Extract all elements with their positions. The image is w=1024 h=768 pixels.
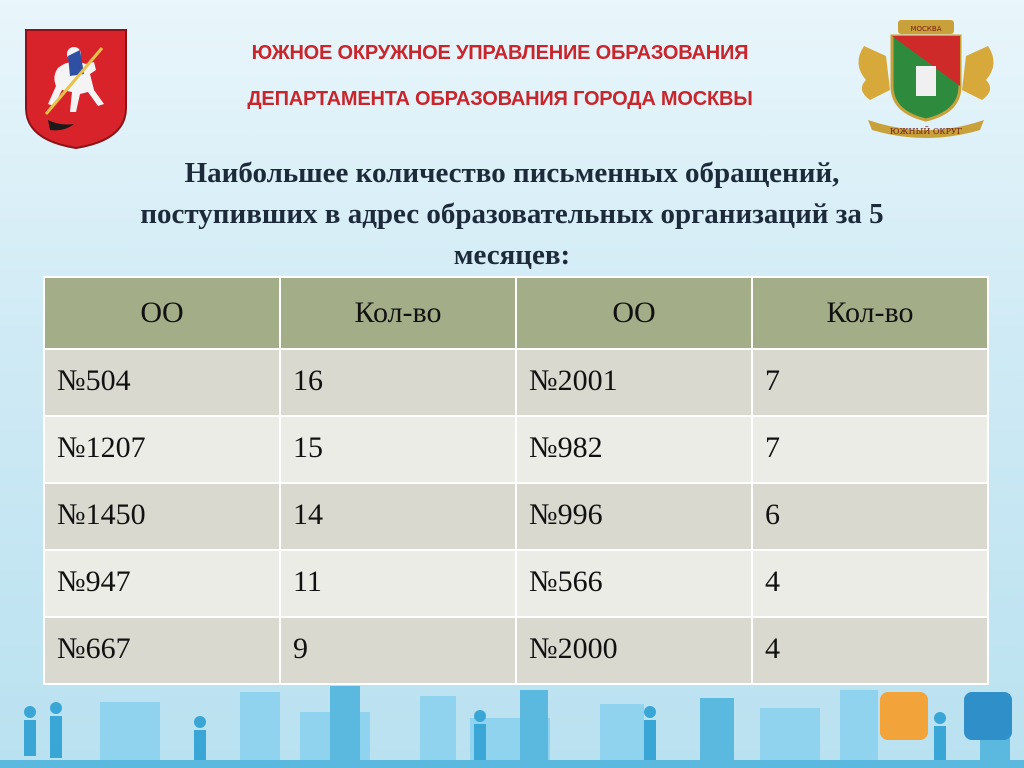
table-cell: 4 — [752, 617, 988, 684]
children-playing-icon — [880, 692, 928, 740]
table-cell: 14 — [280, 483, 516, 550]
column-header-count-1: Кол-во — [280, 277, 516, 349]
table-row — [44, 349, 988, 416]
title-line-2: поступивших в адрес образовательных организаций за 5 — [140, 198, 884, 230]
school-building-icon — [964, 692, 1012, 740]
header-line-2: ДЕПАРТАМЕНТА ОБРАЗОВАНИЯ ГОРОДА МОСКВЫ — [247, 88, 753, 110]
table-cell: №2001 — [516, 349, 752, 416]
southern-district-coat-of-arms-icon — [846, 16, 1006, 138]
table-cell: №566 — [516, 550, 752, 617]
column-header-org-2: ОО — [516, 277, 752, 349]
table-cell: 16 — [280, 349, 516, 416]
table-row — [44, 550, 988, 617]
table-cell: №504 — [44, 349, 280, 416]
table-row — [44, 483, 988, 550]
table-cell: 7 — [752, 416, 988, 483]
table-cell: №667 — [44, 617, 280, 684]
column-header-count-2: Кол-во — [752, 277, 988, 349]
table-cell: №2000 — [516, 617, 752, 684]
table-cell: №947 — [44, 550, 280, 617]
slide-title — [70, 153, 954, 276]
table-cell: 9 — [280, 617, 516, 684]
appeals-table — [43, 276, 989, 685]
title-line-1: Наибольшее количество письменных обращений, — [184, 157, 840, 189]
table-cell: 7 — [752, 349, 988, 416]
table-row — [44, 617, 988, 684]
title-line-3: месяцев: — [453, 239, 571, 271]
table-cell: №982 — [516, 416, 752, 483]
emblem-ribbon-text: ЮЖНЫЙ ОКРУГ — [889, 127, 963, 136]
table-cell: 4 — [752, 550, 988, 617]
table-cell: №1207 — [44, 416, 280, 483]
moscow-coat-of-arms-icon — [24, 28, 128, 150]
table-cell: №996 — [516, 483, 752, 550]
column-header-org-1: ОО — [44, 277, 280, 349]
table-cell: №1450 — [44, 483, 280, 550]
city-skyline-illustration — [0, 682, 1024, 768]
table-cell: 15 — [280, 416, 516, 483]
emblem-crown-text: МОСКВА — [910, 25, 942, 33]
header-line-1: ЮЖНОЕ ОКРУЖНОЕ УПРАВЛЕНИЕ ОБРАЗОВАНИЯ — [251, 42, 749, 64]
table-cell: 6 — [752, 483, 988, 550]
table-cell: 11 — [280, 550, 516, 617]
table-row — [44, 416, 988, 483]
table-header-row — [44, 277, 988, 349]
